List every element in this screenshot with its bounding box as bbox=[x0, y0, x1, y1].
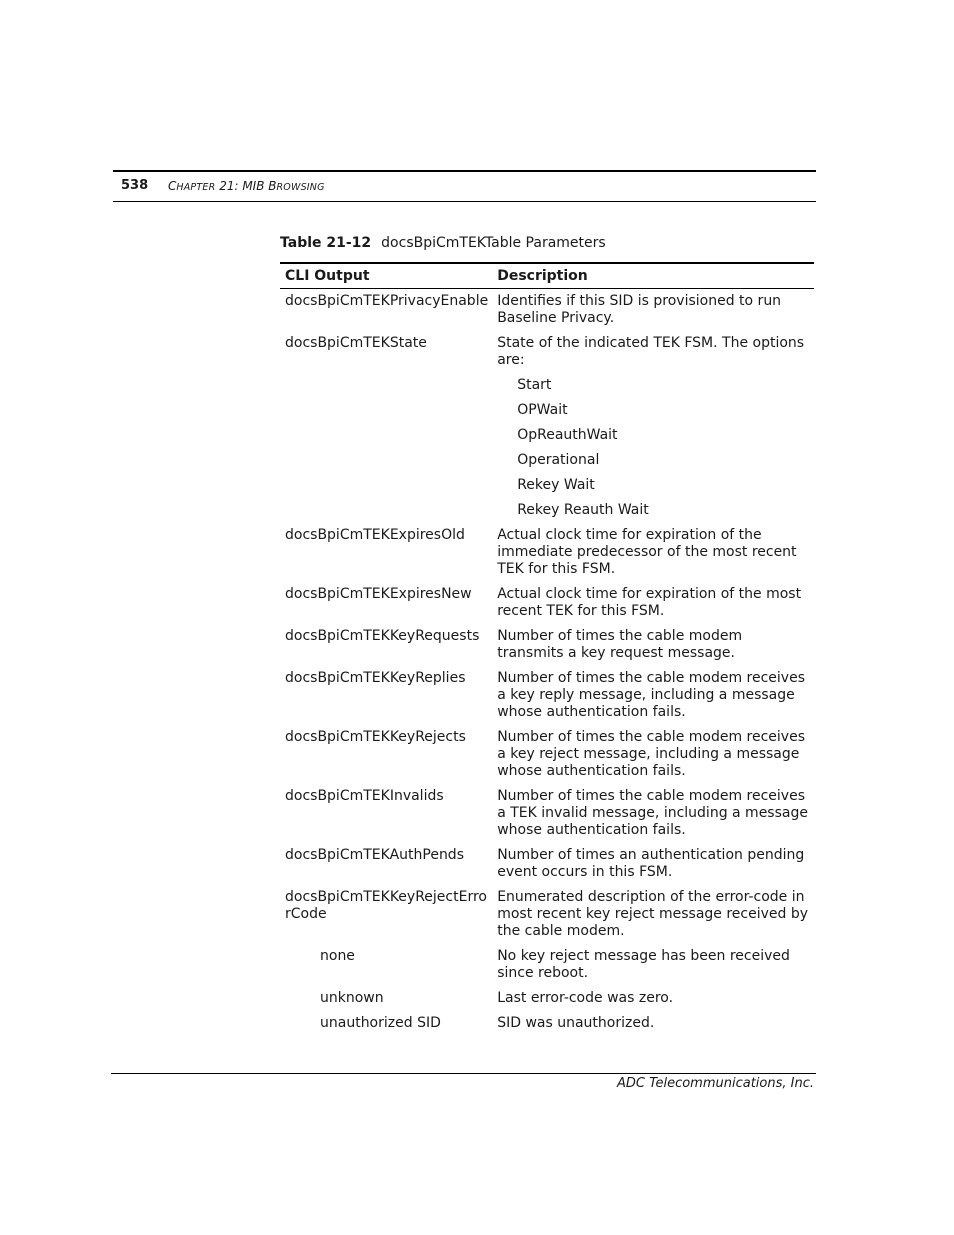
cli-output-cell: docsBpiCmTEKKeyRequests bbox=[285, 628, 480, 644]
state-option: OPWait bbox=[517, 402, 568, 418]
chapter-number: 21: MIB B bbox=[215, 179, 277, 193]
table-row bbox=[280, 729, 814, 788]
footer-rule bbox=[111, 1073, 816, 1074]
page-number: 538 bbox=[121, 178, 149, 193]
table-row bbox=[280, 289, 814, 336]
header-rule-top bbox=[113, 170, 816, 172]
chapter-prefix: C bbox=[168, 179, 177, 193]
description-cell: No key reject message has been received since reboot. bbox=[497, 948, 790, 981]
table-caption bbox=[280, 235, 606, 251]
description-cell: Number of times the cable modem receives a TEK invalid message, including a message whose authentication fails. bbox=[497, 788, 808, 838]
table-caption-number: Table 21-12 bbox=[280, 235, 372, 251]
state-options-list bbox=[497, 377, 810, 519]
header-rule-bottom bbox=[113, 201, 816, 202]
table-row bbox=[280, 527, 814, 586]
cli-output-cell: docsBpiCmTEKState bbox=[285, 335, 427, 351]
description-cell: Number of times the cable modem transmits a key request message. bbox=[497, 628, 743, 661]
description-cell bbox=[492, 335, 814, 527]
state-option: Operational bbox=[517, 452, 600, 468]
table-row bbox=[280, 670, 814, 729]
cli-output-cell: docsBpiCmTEKKeyReplies bbox=[285, 670, 466, 686]
column-header-cli-output: CLI Output bbox=[280, 263, 492, 289]
table-caption-title: docsBpiCmTEKTable Parameters bbox=[381, 235, 606, 251]
cli-output-cell: none bbox=[320, 948, 355, 964]
cli-output-cell: docsBpiCmTEKExpiresOld bbox=[285, 527, 465, 543]
description-cell: Identifies if this SID is provisioned to run Baseline Privacy. bbox=[497, 293, 782, 326]
cli-output-cell: docsBpiCmTEKKeyRejects bbox=[285, 729, 466, 745]
cli-output-cell: docsBpiCmTEKKeyRejectErro rCode bbox=[285, 889, 487, 922]
description-cell: Number of times the cable modem receives a key reject message, including a message whose authentication fails. bbox=[497, 729, 805, 779]
table-row bbox=[280, 1015, 814, 1040]
description-cell: Actual clock time for expiration of the immediate predecessor of the most recent TEK for this FSM. bbox=[497, 527, 797, 577]
footer-company: ADC Telecommunications, Inc. bbox=[617, 1076, 814, 1091]
description-cell: Last error-code was zero. bbox=[497, 990, 674, 1006]
table-row bbox=[280, 586, 814, 628]
table-row bbox=[280, 889, 814, 948]
cli-output-cell: unknown bbox=[320, 990, 384, 1006]
table-row bbox=[280, 948, 814, 990]
table-row bbox=[280, 628, 814, 670]
description-cell: Enumerated description of the error-code in most recent key reject message received by the cable modem. bbox=[497, 889, 809, 939]
chapter-rest: ROWSING bbox=[276, 182, 325, 193]
table-row bbox=[280, 847, 814, 889]
cli-output-cell: docsBpiCmTEKPrivacyEnable bbox=[285, 293, 489, 309]
description-cell: Actual clock time for expiration of the most recent TEK for this FSM. bbox=[497, 586, 802, 619]
description-cell: SID was unauthorized. bbox=[497, 1015, 655, 1031]
state-option: OpReauthWait bbox=[517, 427, 618, 443]
state-option: Rekey Wait bbox=[517, 477, 595, 493]
table-row bbox=[280, 788, 814, 847]
table-header-row bbox=[280, 263, 814, 289]
cli-output-cell: docsBpiCmTEKInvalids bbox=[285, 788, 444, 804]
description-text: State of the indicated TEK FSM. The options are: bbox=[497, 335, 805, 368]
column-header-description: Description bbox=[492, 263, 814, 289]
table-row bbox=[280, 335, 814, 527]
cli-output-cell: unauthorized SID bbox=[320, 1015, 441, 1031]
chapter-small: HAPTER bbox=[176, 182, 216, 193]
running-header bbox=[168, 179, 325, 193]
cli-output-cell: docsBpiCmTEKAuthPends bbox=[285, 847, 464, 863]
table-row bbox=[280, 990, 814, 1015]
parameters-table bbox=[280, 262, 814, 1040]
state-option: Start bbox=[517, 377, 552, 393]
cli-output-cell: docsBpiCmTEKExpiresNew bbox=[285, 586, 472, 602]
description-cell: Number of times an authentication pending event occurs in this FSM. bbox=[497, 847, 805, 880]
description-cell: Number of times the cable modem receives a key reply message, including a message whose authentication fails. bbox=[497, 670, 805, 720]
state-option: Rekey Reauth Wait bbox=[517, 502, 649, 518]
